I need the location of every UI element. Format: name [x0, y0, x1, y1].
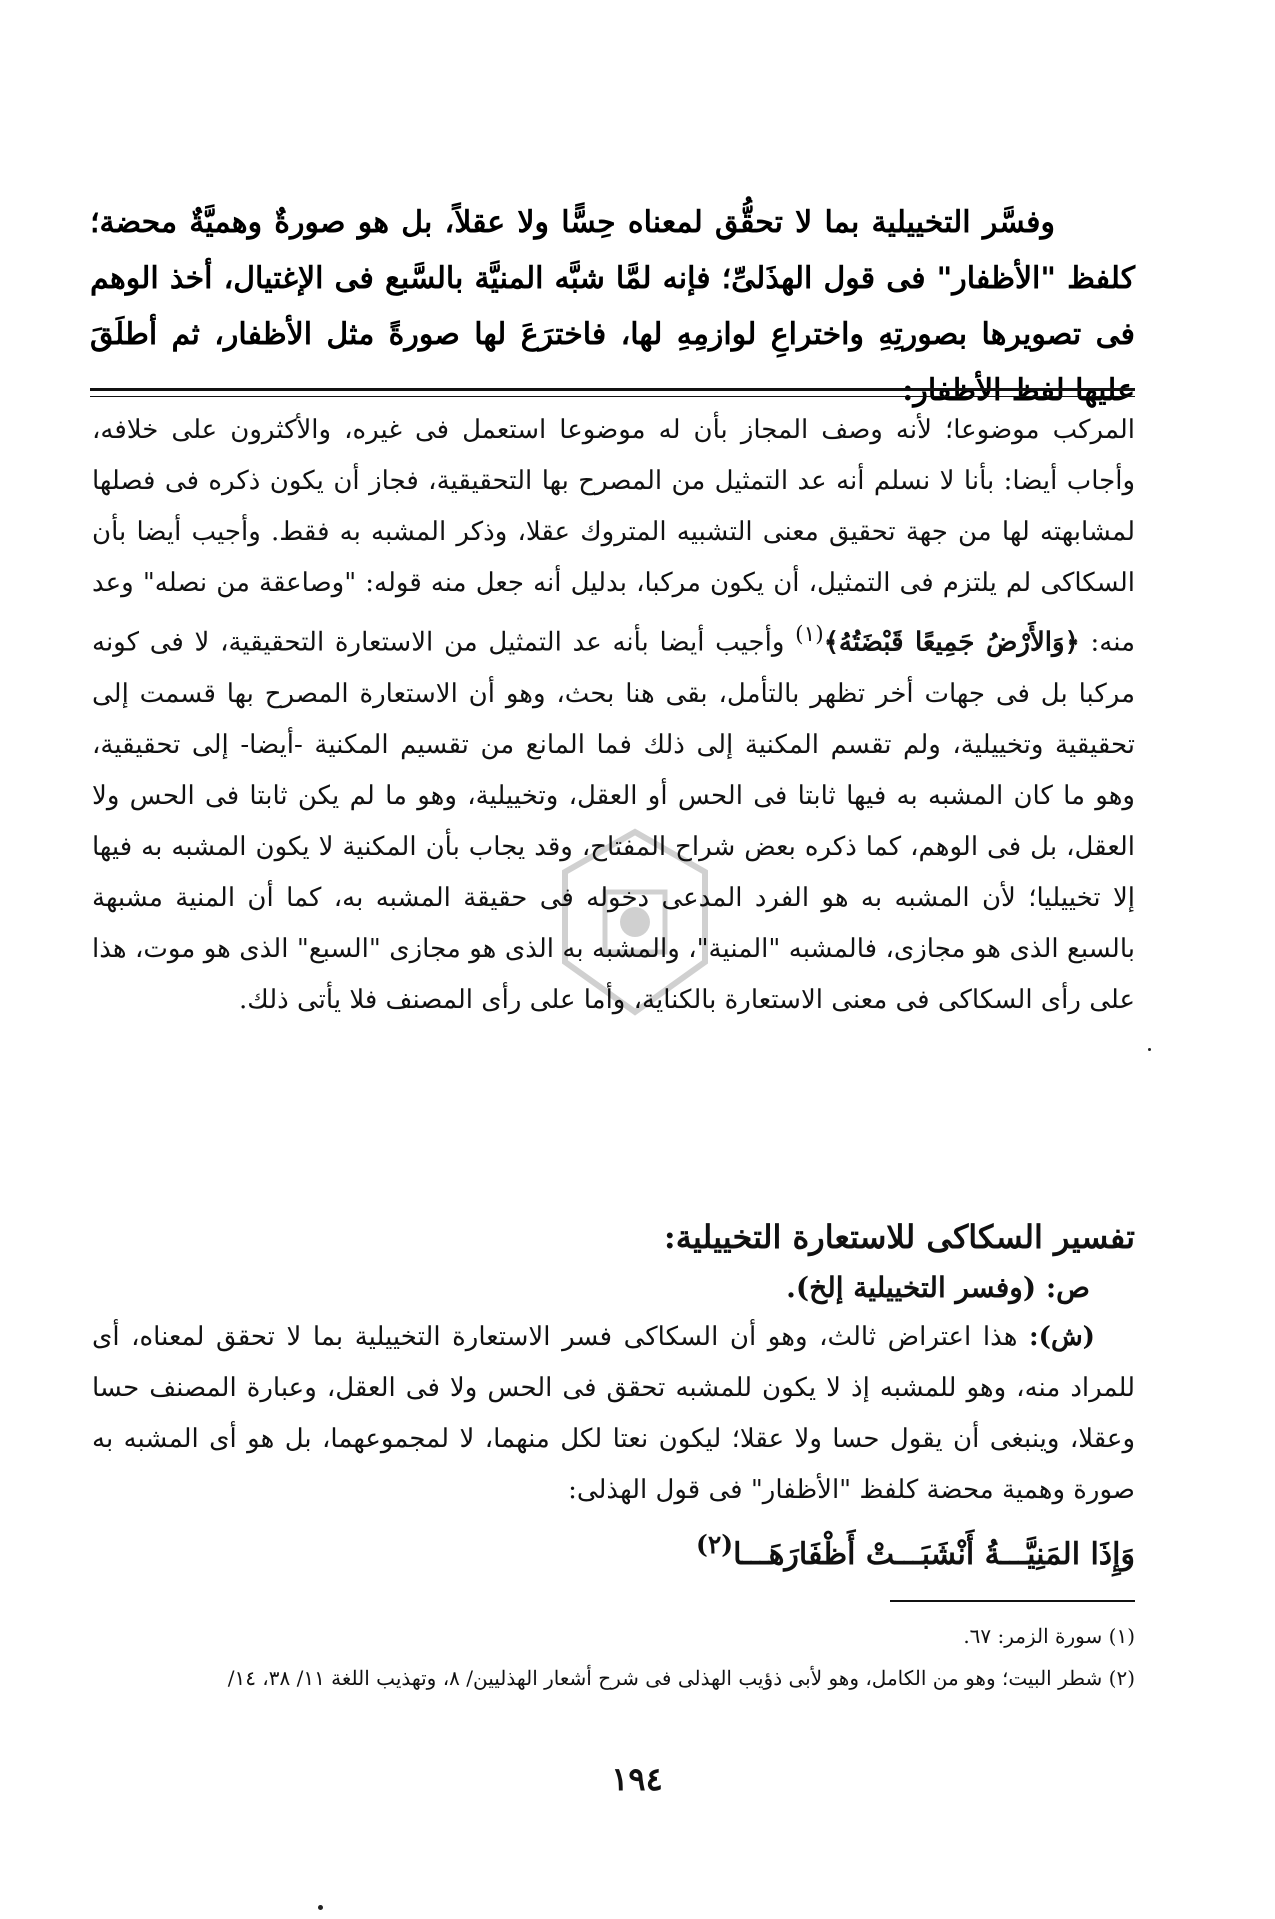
matn-line-1: وفسَّر التخييلية بما لا تحقُّق لمعناه حِسًّا ولا عقلاً، بل هو صورةٌ وهميَّةٌ محضة؛ كلفظ	[90, 205, 1135, 296]
matn-line-3: بصورتِهِ واختراعِ لوازمِهِ لها، فاخترَعَ لها صورةً مثل الأظفار، ثم أطلَقَ عليها لفظ الأظفار:	[90, 317, 1135, 408]
scan-speck	[1148, 1048, 1151, 1051]
footnote-2: (٢) شطر البيت؛ وهو من الكامل، وهو لأبى ذؤيب الهذلى فى شرح أشعار الهذليين/ ٨، وتهذيب اللغة ١١/ ٣٨، ١٤/	[227, 1666, 1135, 1690]
library-stamp-watermark	[545, 822, 725, 1022]
matn-line-2: "الأظفار" فى قول الهذَلىِّ؛ فإنه لمَّا شبَّه المنيَّة بالسَّبع فى الإغتيال، أخذ الوهم فى تصويرها	[90, 261, 1135, 352]
verse-text: وَإِذَا المَنِيَّـــةُ أَنْشَبَـــتْ أَظْفَارَهَـــا	[733, 1537, 1135, 1572]
sharh-line-5-before: جعل منه قوله: "وصاعقة من نصله" وعد منه:	[92, 568, 1136, 658]
sharh-line-12: مشبهة بالسبع الذى هو مجازى، فالمشبه "المنية"، والمشبه به الذى هو مجازى "السبع" الذى	[92, 882, 1136, 964]
footnotes	[92, 1615, 1135, 1699]
sad-label: ص:	[1045, 1271, 1090, 1304]
poetry-verse	[90, 1520, 1135, 1580]
sharh-line-14: ذلك.	[239, 984, 289, 1015]
separator-thick	[90, 388, 1135, 391]
sharh2-line-1: هذا اعتراض ثالث، وهو أن السكاكى فسر الاستعارة التخييلية بما لا تحقق	[216, 1322, 1018, 1352]
section-heading: تفسير السكاكى للاستعارة التخييلية:	[663, 1218, 1135, 1256]
footnote-ref-2[interactable]: (٢)	[695, 1530, 734, 1559]
sharh-line-7: بالتأمل، بقى هنا بحث، وهو أن الاستعارة المصرح بها قسمت إلى تحقيقية وتخييلية، ولم	[92, 678, 1135, 760]
sharh-line-11: إلا تخييليا؛ لأن المشبه به هو الفرد المدعى دخوله فى حقيقة المشبه به، كما أن المنية	[175, 882, 1135, 913]
sharh-line-10: بل فى الوهم، كما ذكره بعض شراح المفتاح، وقد يجاب بأن المكنية لا يكون المشبه به فيها	[92, 831, 1058, 862]
footnote-separator	[890, 1600, 1135, 1602]
sharh-line-2: خلافه، وأجاب أيضا: بأنا لا نسلم أنه عد التمثيل من المصرح بها التحقيقية، فجاز أن	[92, 415, 1135, 496]
sad-line	[90, 1263, 1135, 1313]
sharh-second-text	[92, 1312, 1135, 1516]
quran-verse: ﴿وَالأَرْضُ جَمِيعًا قَبْضَتُهُ﴾	[823, 627, 1080, 658]
footnote-1: (١) سورة الزمر: ٦٧.	[963, 1624, 1135, 1648]
sharh-line-5-after: وأجيب أيضا	[659, 627, 785, 658]
separator-thin	[90, 396, 1135, 397]
scan-speck	[318, 1905, 323, 1910]
sharh2-line-4: لمجموعهما، بل هو أى المشبه به صورة وهمية محضة كلفظ "الأظفار" فى قول الهذلى:	[92, 1424, 1135, 1505]
page-number: ١٩٤	[611, 1760, 663, 1798]
sharh-line-13: هو موت، هذا على رأى السكاكى فى معنى الاستعارة بالكناية، وأما على رأى المصنف فلا يأتى	[92, 933, 1135, 1015]
sharh-line-1: المركب موضوعا؛ لأنه وصف المجاز بأن له موضوعا استعمل فى غيره، والأكثرون على	[171, 415, 1135, 445]
sharh-line-6: بأنه عد التمثيل من الاستعارة التحقيقية، لا فى كونه مركبا بل فى جهات أخر تظهر	[92, 627, 1136, 709]
sharh2-line-3: وعبارة المصنف حسا وعقلا، وينبغى أن يقول حسا ولا عقلا؛ ليكون نعتا لكل منهما، لا	[92, 1373, 1135, 1454]
sad-text: (وفسر التخييلية إلخ).	[786, 1271, 1037, 1304]
sharh-line-3: يكون ذكره فى فصلها لمشابهته لها من جهة تحقيق معنى التشبيه المتروك عقلا، وذكر	[92, 466, 1136, 547]
matn-text	[90, 195, 1135, 419]
sharh-label: (ش):	[1029, 1322, 1095, 1352]
sharh-line-8: تقسم المكنية إلى ذلك فما المانع من تقسيم المكنية -أيضا- إلى تحقيقية، وهو ما كان المشبه	[92, 729, 1135, 811]
sharh2-line-2: لمعناه، أى للمراد منه، وهو للمشبه إذ لا يكون للمشبه تحقق فى الحس ولا فى العقل،	[92, 1322, 1136, 1403]
sharh-line-4: المشبه به فقط. وأجيب أيضا بأن السكاكى لم يلتزم فى التمثيل، أن يكون مركبا، بدليل أنه	[92, 517, 1135, 598]
sharh-line-9: به فيها ثابتا فى الحس أو العقل، وتخييلية، وهو ما لم يكن ثابتا فى الحس ولا العقل،	[92, 780, 1136, 862]
footnote-ref-1[interactable]: (١)	[795, 622, 824, 647]
